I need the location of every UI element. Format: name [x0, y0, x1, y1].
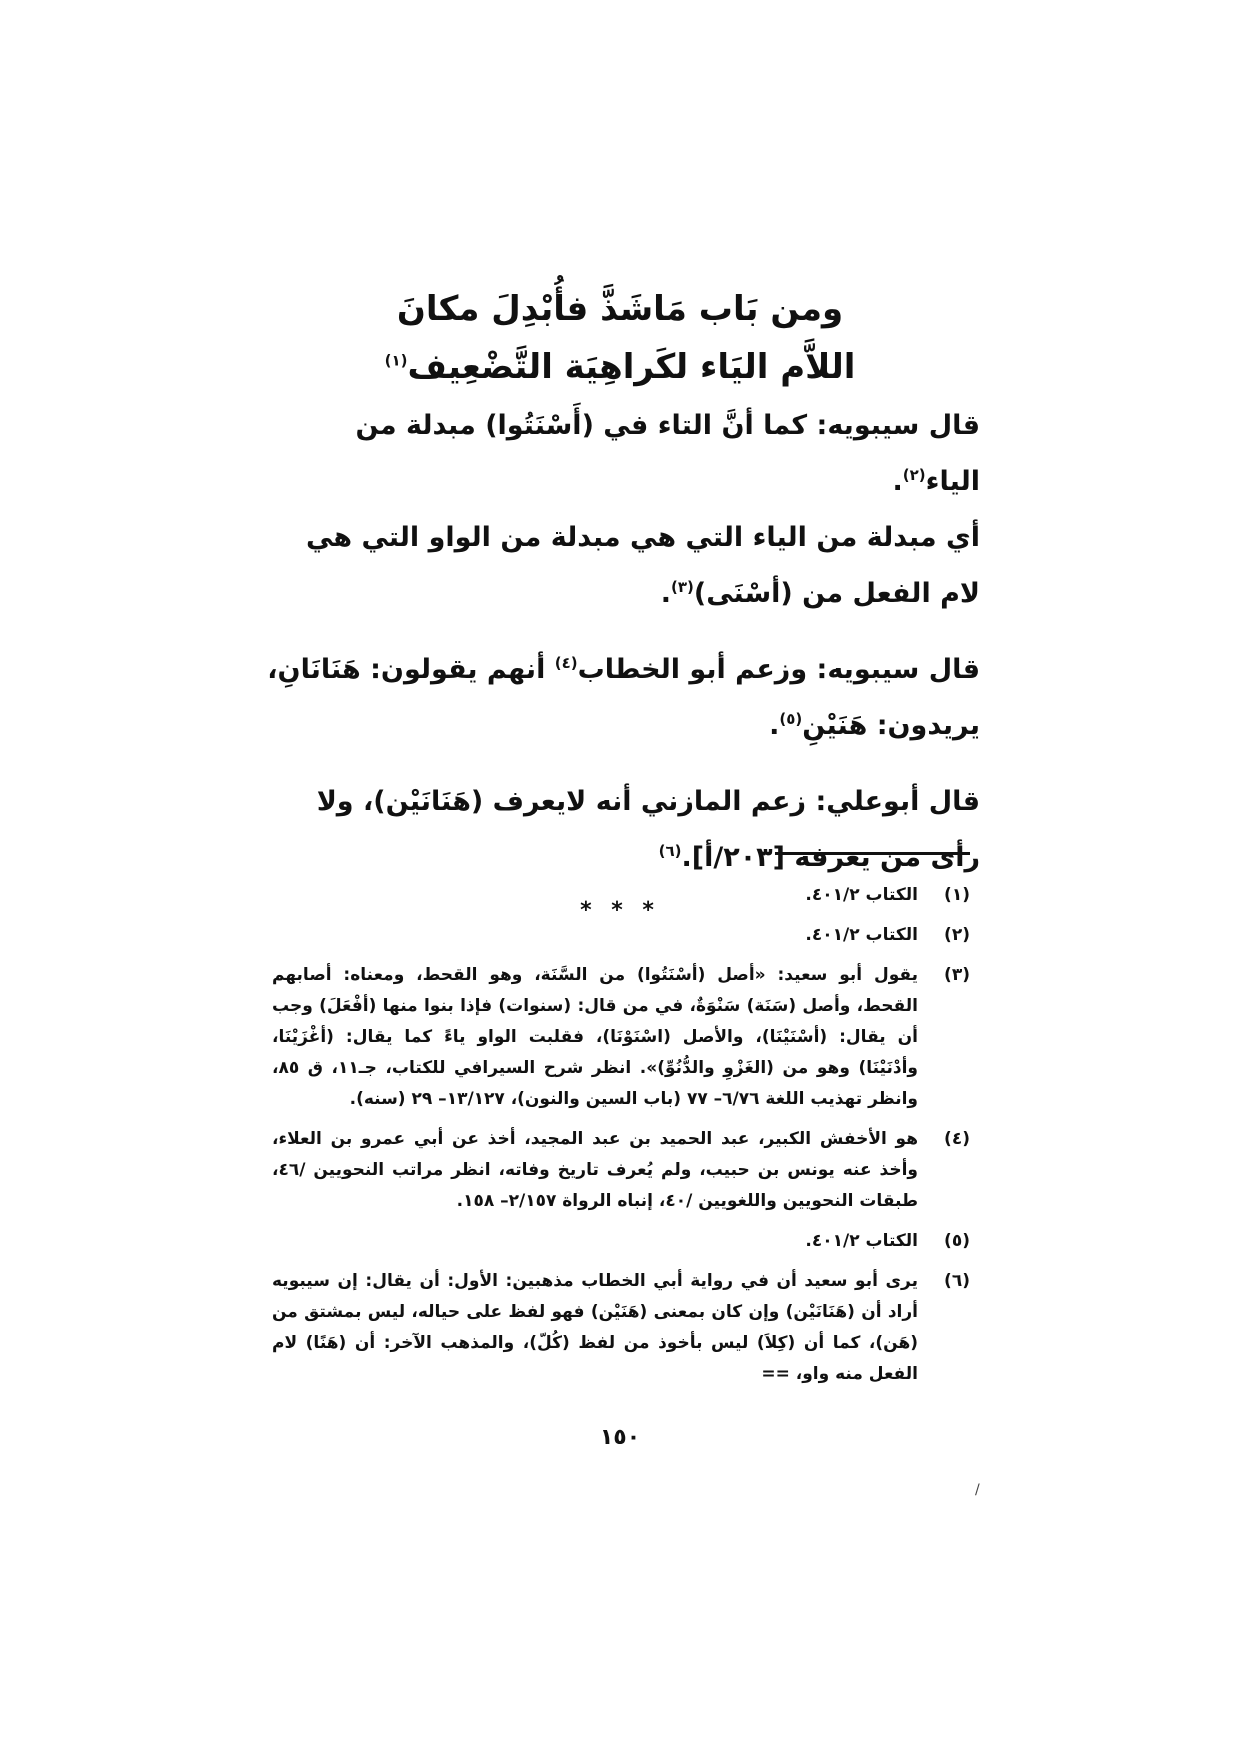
footnote-number: (٥) [944, 1231, 970, 1251]
footnote-6 [272, 1266, 970, 1390]
heading-line-2 [260, 338, 980, 396]
footnote-ref-4[interactable]: (٤) [554, 654, 578, 672]
footnote-text: هو الأخفش الكبير، عبد الحميد بن عبد المجيد، أخذ عن أبي عمرو بن العلاء، وأخذ عنه يونس بن حبيب، ولم يُعرف تاريخ وفاته، انظر مراتب النحويين /٤٦، طبقات النحويين واللغويين /٤٠، إنباه الرواة ٢/١٥٧– ١٥٨. [272, 1129, 918, 1211]
main-text [260, 280, 980, 923]
footnote-number: (٢) [944, 925, 970, 945]
footnote-text: الكتاب ٤٠١/٢. [805, 885, 918, 905]
heading-line-2-text: اللاَّم اليَاء لكَراهِيَة التَّضْعِيف [407, 347, 856, 387]
paragraph-2-end: . [660, 578, 672, 609]
paragraph-1 [260, 398, 980, 510]
footnote-ref-3[interactable]: (٣) [671, 578, 694, 596]
footnote-1 [272, 880, 970, 911]
footnote-text: يرى أبو سعيد أن في رواية أبي الخطاب مذهبين: الأول: أن يقال: إن سيبويه أراد أن (هَنَانَيْن) وإن كان بمعنى (هَنَيْن) فهو لفظ على حياله، ليس بمشتق من (هَن)، كما أن (كِلاَ) ليس بأخوذ من لفظ (كُلّ)، والمذهب الآخر: أن (هَنًا) لام الفعل منه واو، == [272, 1271, 918, 1384]
footnote-number: (١) [944, 885, 970, 905]
footnote-text: يقول أبو سعيد: «أصل (أسْنَتُوا) من السَّنَة، وهو القحط، ومعناه: أصابهم القحط، وأصل (سَنَة) سَنْوَةٌ، في من قال: (سنوات) فإذا بنوا منها (أفْعَلَ) وجب أن يقال: (أسْنَيْنَا)، والأصل (اسْنَوْنَا)، فقلبت الواو ياءً كما يقال: (أغْزَيْنَا، وأدْنَيْنَا) وهو من (الغَزْوِ والدُّنُوِّ)». انظر شرح السيرافي للكتاب، جـ١١، ق ٨٥، وانظر تهذيب اللغة ٦/٧٦– ٧٧ (باب السين والنون)، ١٣/١٢٧– ٢٩ (سنه). [272, 965, 918, 1109]
heading-line-1: ومن بَاب مَاشَذَّ فأُبْدِلَ مكانَ [396, 289, 844, 329]
paragraph-1-lead: قال سيبويه: [816, 410, 980, 441]
paragraph-4 [260, 774, 980, 886]
paragraph-2 [260, 510, 980, 622]
footnote-divider [775, 852, 970, 855]
paragraph-1-end: . [892, 466, 903, 497]
paragraph-1-text: كما أنَّ التاء في (أَسْنَتُوا) مبدلة من الياء [355, 410, 980, 497]
paragraph-3-lead: قال سيبويه: [816, 654, 980, 685]
footnote-5 [272, 1226, 970, 1257]
footnote-text: الكتاب ٤٠١/٢. [805, 1231, 918, 1251]
paragraph-3 [260, 642, 980, 754]
paragraph-3-text-2: أنهم يقولون: هَنَانَانِ، يريدون: هَنَيْنِ [267, 654, 980, 741]
section-heading [260, 280, 980, 396]
footnote-4 [272, 1124, 970, 1217]
page-number: ١٥٠ [599, 1425, 641, 1450]
footnote-ref-2[interactable]: (٢) [902, 466, 926, 484]
footnote-number: (٦) [944, 1271, 970, 1291]
footnote-text: الكتاب ٤٠١/٢. [805, 925, 918, 945]
paragraph-2-text: أي مبدلة من الياء التي هي مبدلة من الواو التي هي لام الفعل من (أسْنَى) [306, 522, 980, 609]
scan-mark: / [975, 1482, 980, 1498]
paragraph-3-text: وزعم أبو الخطاب [577, 654, 808, 685]
footnote-ref-1[interactable]: (١) [384, 351, 408, 370]
footnote-3 [272, 960, 970, 1115]
footnote-number: (٣) [944, 965, 970, 985]
footnote-2 [272, 920, 970, 951]
paragraph-3-end: . [769, 710, 780, 741]
footnotes [272, 880, 970, 1399]
section-separator: * * * [580, 898, 660, 923]
footnote-ref-6[interactable]: (٦) [658, 842, 682, 860]
paragraph-4-text: قال أبوعلي: زعم المازني أنه لايعرف (هَنَانَيْن)، ولا رأى من يعرفه [٢٠٣/أ]. [316, 786, 980, 873]
footnote-number: (٤) [944, 1129, 970, 1149]
footnote-ref-5[interactable]: (٥) [779, 710, 803, 728]
